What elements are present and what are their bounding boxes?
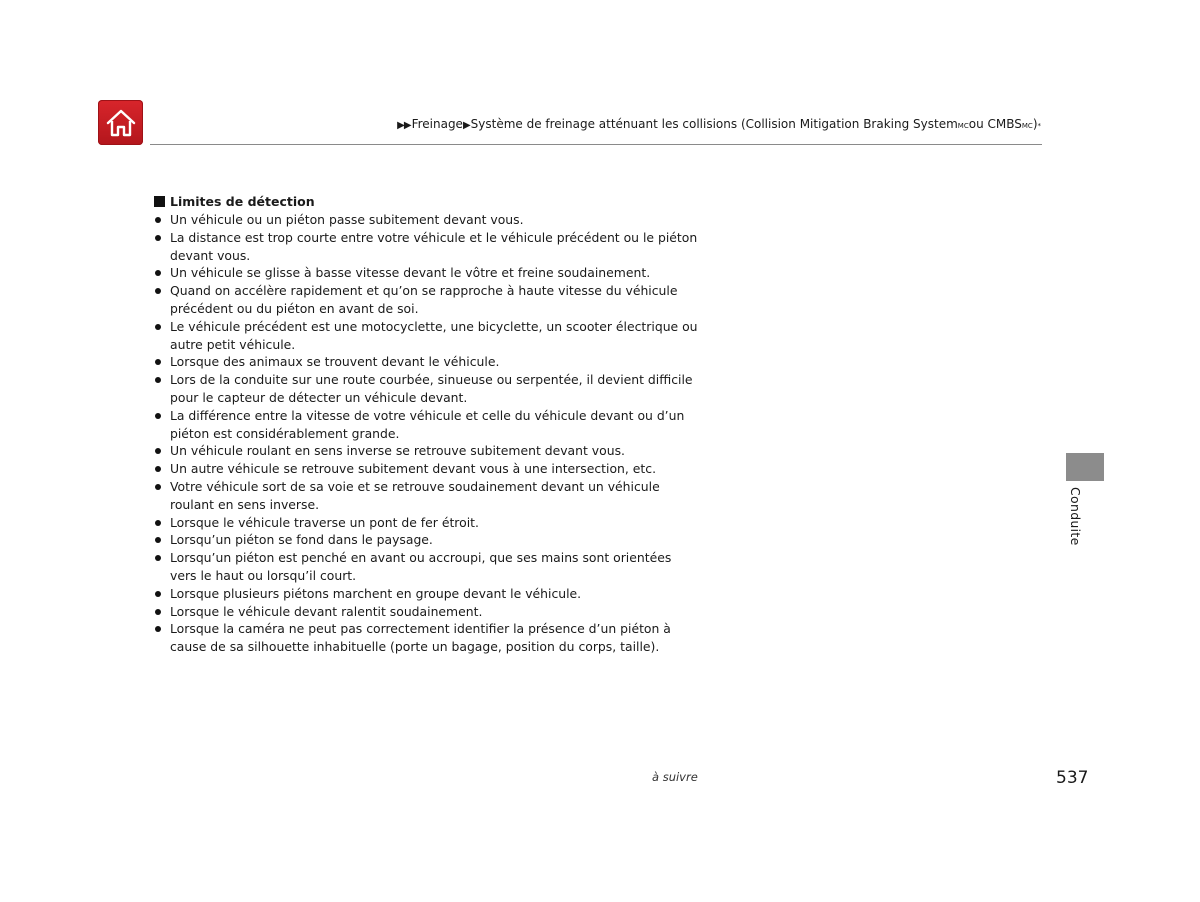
bullet-list <box>154 211 699 656</box>
list-item: Un autre véhicule se retrouve subitement devant vous à une intersection, etc. <box>154 460 699 478</box>
home-icon <box>105 107 137 139</box>
square-bullet-icon <box>154 196 165 207</box>
list-item: La distance est trop courte entre votre véhicule et le véhicule précédent ou le piéton devant vous. <box>154 229 699 265</box>
breadcrumb-level-1[interactable]: Freinage <box>411 117 463 131</box>
section-heading-text: Limites de détection <box>170 194 315 209</box>
breadcrumb: ▶▶ Freinage ▶ Système de freinage atténuant les collisions (Collision Mitigation Braking System MC ou CMBS MC ) * <box>397 117 1041 131</box>
header-divider <box>150 144 1042 145</box>
list-item: Un véhicule ou un piéton passe subitement devant vous. <box>154 211 699 229</box>
breadcrumb-level-2-mid: ou CMBS <box>968 117 1022 131</box>
list-item: Un véhicule roulant en sens inverse se retrouve subitement devant vous. <box>154 442 699 460</box>
list-item: Le véhicule précédent est une motocyclette, une bicyclette, un scooter électrique ou autre petit véhicule. <box>154 318 699 354</box>
breadcrumb-level-2-end: ) <box>1032 117 1038 131</box>
list-item: Lorsqu’un piéton est penché en avant ou accroupi, que ses mains sont orientées vers le haut ou lorsqu’il court. <box>154 549 699 585</box>
list-item: Lors de la conduite sur une route courbée, sinueuse ou serpentée, il devient difficile pour le capteur de détecter un véhicule devant. <box>154 371 699 407</box>
breadcrumb-separator-icon: ▶ <box>462 120 470 131</box>
chapter-tab[interactable] <box>1066 453 1104 481</box>
home-button[interactable] <box>98 100 143 145</box>
continued-note: à suivre <box>652 770 698 784</box>
list-item: Lorsque le véhicule devant ralentit soudainement. <box>154 603 699 621</box>
list-item: Un véhicule se glisse à basse vitesse devant le vôtre et freine soudainement. <box>154 264 699 282</box>
list-item: Quand on accélère rapidement et qu’on se rapproche à haute vitesse du véhicule précédent ou du piéton en avant de soi. <box>154 282 699 318</box>
main-content <box>154 193 699 656</box>
list-item: Lorsque plusieurs piétons marchent en groupe devant le véhicule. <box>154 585 699 603</box>
chapter-label: Conduite <box>1068 487 1083 546</box>
page-number: 537 <box>1056 768 1089 788</box>
list-item: Votre véhicule sort de sa voie et se retrouve soudainement devant un véhicule roulant en sens inverse. <box>154 478 699 514</box>
list-item: La différence entre la vitesse de votre véhicule et celle du véhicule devant ou d’un piéton est considérablement grande. <box>154 407 699 443</box>
list-item: Lorsque le véhicule traverse un pont de fer étroit. <box>154 514 699 532</box>
breadcrumb-level-2[interactable]: Système de freinage atténuant les collisions (Collision Mitigation Braking System <box>470 117 958 131</box>
list-item: Lorsque la caméra ne peut pas correctement identifier la présence d’un piéton à cause de sa silhouette inhabituelle (porte un bagage, position du corps, taille). <box>154 620 699 656</box>
list-item: Lorsqu’un piéton se fond dans le paysage. <box>154 531 699 549</box>
section-heading <box>154 193 699 210</box>
breadcrumb-arrow-icon: ▶▶ <box>397 120 411 131</box>
list-item: Lorsque des animaux se trouvent devant le véhicule. <box>154 353 699 371</box>
